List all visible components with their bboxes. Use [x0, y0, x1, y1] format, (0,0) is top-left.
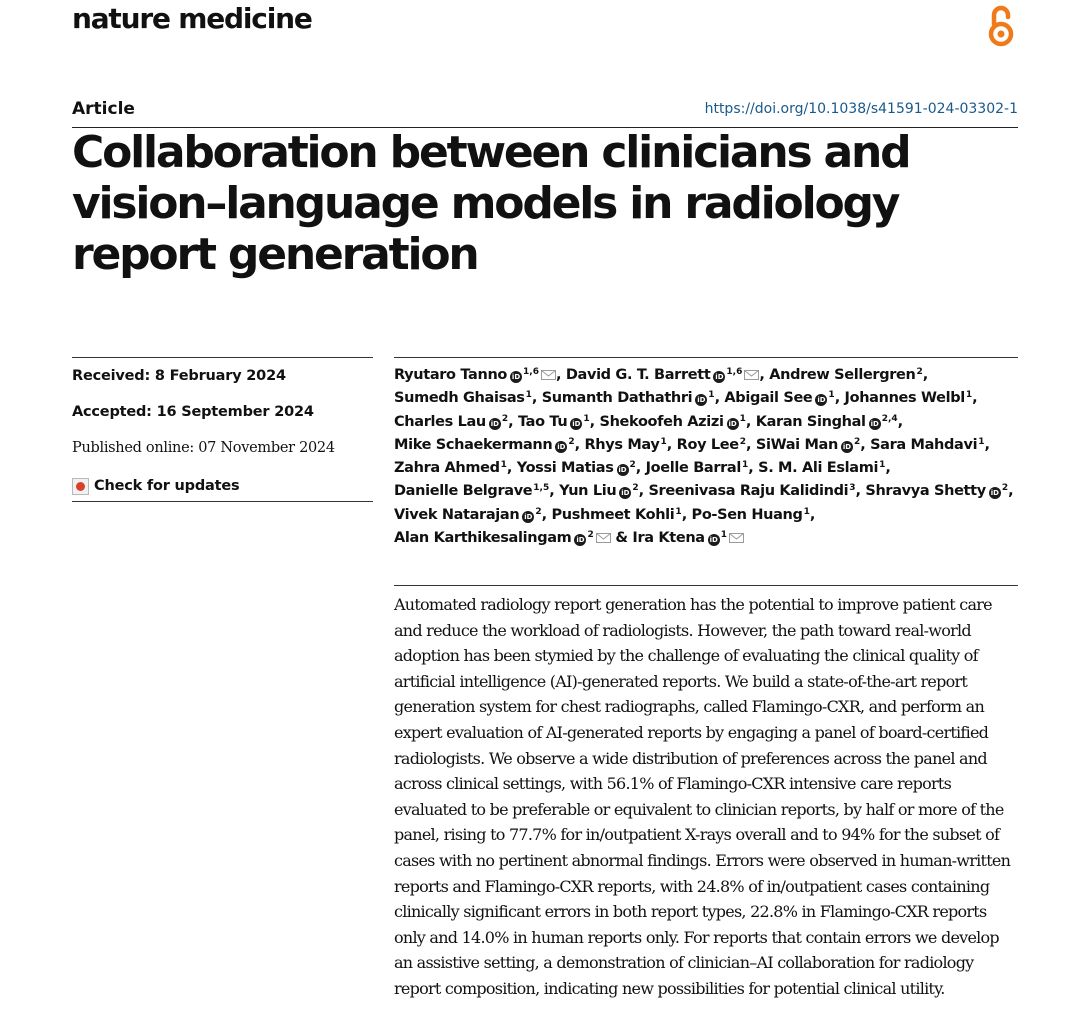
affiliation-number: 1 [500, 460, 507, 471]
accepted-date: Accepted: 16 September 2024 [72, 404, 314, 420]
dates-divider [72, 357, 373, 358]
author-name: Yun Liu [559, 483, 617, 500]
article-history [72, 366, 373, 498]
author[interactable] [865, 483, 1008, 499]
received-date: Received: 8 February 2024 [72, 368, 286, 384]
author[interactable] [394, 367, 556, 383]
author[interactable] [646, 460, 749, 476]
affiliation-number: 1 [739, 413, 746, 424]
author-name: Shekoofeh Azizi [599, 413, 724, 430]
author[interactable] [756, 437, 860, 453]
author[interactable] [566, 367, 760, 383]
author[interactable] [758, 460, 885, 476]
author-name: Johannes Welbl [844, 390, 965, 407]
author-name: Mike Schaekermann [394, 436, 553, 453]
affiliation-number: 2 [535, 506, 542, 517]
author-list: Ryutaro Tanno iD $^{1,6}$ , David G. T. Barrett iD $^{1,6}$ , Andrew Sellergren$^2$, Sumedh Ghaisas$^1$, Sumanth Dathathri iD $^1$, Abigail See iD $^1$, Johannes Welbl$^1$, Charles Lau iD $^2$, Tao Tu iD $^1$, Shekoofeh Azizi iD $^1$, Karan Singhal iD $^{2,4}$, Mike Schaekermann iD $^2$, Rhys May$^1$, Roy Lee$^2$, SiWai Man iD $^2$, Sara Mahdavi$^1$, Zahra Ahmed$^1$, Yossi Matias iD $^2$, Joelle Barral$^1$, S. M. Ali Eslami$^1$, Danielle Belgrave$^{1,5}$, Yun Liu iD $^2$, Sreenivasa Raju Kalidindi$^3$, Shravya Shetty iD $^2$, Vivek Natarajan iD $^2$, Pushmeet Kohli$^1$, Po-Sen Huang$^1$, Alan Karthikesalingam iD $^2$ & Ira Ktena iD $^1$ [394, 367, 1014, 547]
orcid-icon[interactable]: iD [870, 419, 879, 428]
author[interactable] [551, 507, 681, 523]
affiliation-number: 1 [675, 506, 682, 517]
author[interactable] [394, 414, 508, 430]
affiliation-number: 2 [632, 483, 639, 494]
journal-name[interactable]: nature medicine [72, 2, 312, 35]
author[interactable] [724, 390, 834, 406]
author-name: Roy Lee [676, 436, 739, 453]
affiliation-number: 1 [978, 436, 985, 447]
abstract: Automated radiology report generation has the potential to improve patient care and reduce the workload of radiologists. However, the path toward real-world adoption has been stymied by the challenge of evaluating the clinical quality of artificial intelligence (AI)-generated reports. We build a state-of-the-art report generation system for chest radiographs, called Flamingo-CXR, and perform an expert evaluation of AI-generated reports by engaging a panel of board-certified radiologists. We observe a wide distribution of preferences across the panel and across clinical settings, with 56.1% of Flamingo-CXR intensive care reports evaluated to be preferable or equivalent to clinician reports, by half or more of the panel, rising to 77.7% for in/outpatient X-rays overall and to 94% for the subset of cases with no pertinent abnormal findings. Errors were observed in human-written reports and Flamingo-CXR reports, with 24.8% of in/outpatient cases containing clinically significant errors in both report types, 22.8% in Flamingo-CXR reports only and 14.0% in human reports only. For reports that contain errors we develop an assistive setting, a demonstration of clinician–AI collaboration for radiology report composition, indicating new possibilities for potential clinical utility. [394, 595, 1011, 998]
affiliation-number: 2 [568, 436, 575, 447]
author[interactable] [518, 414, 590, 430]
author-name: Joelle Barral [645, 460, 741, 477]
affiliation-number: 2 [629, 460, 636, 471]
affiliation-number: 1 [660, 436, 667, 447]
affiliation-number: 1 [741, 460, 749, 471]
affiliation-number: 2 [916, 367, 923, 377]
affiliation-number: 2 [501, 413, 509, 424]
author[interactable] [756, 414, 898, 430]
author-name: Sumedh Ghaisas [394, 390, 525, 407]
author[interactable] [394, 483, 549, 499]
author[interactable] [599, 414, 745, 430]
orcid-icon[interactable]: iD [715, 373, 724, 381]
author-name: Tao Tu [518, 413, 568, 430]
orcid-icon[interactable]: iD [511, 373, 521, 381]
abstract-divider [394, 585, 1018, 586]
email-icon[interactable] [596, 533, 611, 543]
author[interactable] [584, 437, 666, 453]
author-name: Sara Mahdavi [870, 436, 978, 453]
published-date: Published online: 07 November 2024 [72, 440, 335, 456]
email-icon[interactable] [744, 370, 759, 380]
author-name: SiWai Man [755, 436, 838, 453]
author-name: Rhys May [584, 436, 660, 453]
email-icon[interactable] [729, 533, 744, 543]
crossmark-icon [72, 478, 89, 495]
affiliation-number: 1,6 [726, 367, 743, 377]
check-divider [72, 501, 373, 502]
affiliation-number: 1 [803, 506, 810, 517]
affiliation-number: 1 [879, 460, 886, 471]
orcid-icon[interactable]: iD [572, 419, 581, 428]
author[interactable] [845, 390, 973, 406]
author[interactable] [677, 437, 746, 453]
orcid-icon[interactable]: iD [576, 536, 585, 545]
author-name: Zahra Ahmed [394, 460, 500, 477]
affiliation-number: 1,5 [533, 483, 550, 494]
check-for-updates-label: Check for updates [94, 478, 240, 494]
author-name: S. M. Ali Eslami [758, 460, 879, 477]
orcid-icon[interactable]: iD [728, 419, 737, 428]
orcid-icon[interactable]: iD [990, 489, 999, 498]
author-name: Ira Ktena [632, 530, 705, 547]
author[interactable] [394, 390, 532, 406]
author-name: Yossi Matias [516, 460, 614, 477]
author[interactable] [394, 460, 507, 476]
author-name: Andrew Sellergren [769, 367, 916, 383]
author[interactable] [769, 367, 923, 383]
orcid-icon[interactable]: iD [557, 442, 566, 451]
affiliation-number: 2,4 [881, 413, 898, 424]
author[interactable] [394, 530, 611, 546]
author[interactable] [692, 507, 810, 523]
author-name: Alan Karthikesalingam [394, 530, 572, 547]
author[interactable] [542, 390, 715, 406]
affiliation-number: 3 [849, 483, 856, 494]
author-name: Vivek Natarajan [394, 506, 520, 523]
article-type: Article [72, 99, 135, 119]
check-for-updates-button[interactable] [72, 474, 373, 498]
article-title: Collaboration between clinicians and vision–language models in radiology report generation [72, 127, 910, 280]
orcid-icon[interactable]: iD [490, 419, 499, 428]
author-name: Sumanth Dathathri [541, 390, 693, 407]
author[interactable] [394, 437, 575, 453]
author-name: Shravya Shetty [865, 483, 986, 500]
author-name: David G. T. Barrett [565, 367, 711, 383]
orcid-icon[interactable]: iD [817, 396, 826, 405]
author[interactable] [394, 507, 542, 523]
author-name: Karan Singhal [755, 413, 866, 430]
author[interactable] [517, 460, 636, 476]
orcid-icon[interactable]: iD [621, 489, 630, 498]
author-name: Pushmeet Kohli [551, 506, 675, 523]
open-access-icon [985, 2, 1017, 48]
affiliation-number: 1 [525, 390, 532, 401]
affiliation-number: 2 [739, 436, 746, 447]
affiliation-number: 2 [1001, 483, 1009, 494]
email-icon[interactable] [541, 370, 556, 380]
affiliation-number: 1 [828, 390, 835, 401]
orcid-icon[interactable]: iD [697, 396, 706, 405]
affiliation-number: 2 [853, 436, 861, 447]
author[interactable] [632, 530, 744, 546]
affiliation-number: 1,6 [523, 367, 539, 377]
doi-link[interactable]: https://doi.org/10.1038/s41591-024-03302-1 [704, 101, 1018, 117]
affiliation-number: 1 [708, 390, 715, 401]
authors-divider [394, 357, 1018, 358]
orcid-icon[interactable]: iD [618, 466, 627, 475]
author-name: Charles Lau [394, 413, 486, 430]
author-name: Sreenivasa Raju Kalidindi [648, 483, 849, 500]
affiliation-number: 1 [965, 390, 973, 401]
affiliation-number: 1 [720, 530, 728, 541]
author[interactable] [648, 483, 855, 499]
orcid-icon[interactable]: iD [842, 442, 852, 451]
author[interactable] [870, 437, 984, 453]
author-name: Danielle Belgrave [394, 483, 533, 500]
author[interactable] [559, 483, 639, 499]
orcid-icon[interactable]: iD [524, 512, 533, 521]
author-name: Abigail See [724, 390, 813, 407]
orcid-icon[interactable]: iD [709, 536, 718, 545]
affiliation-number: 2 [587, 530, 594, 541]
author-name: Po-Sen Huang [691, 506, 803, 523]
affiliation-number: 1 [583, 413, 590, 424]
author-name: Ryutaro Tanno [394, 367, 508, 383]
